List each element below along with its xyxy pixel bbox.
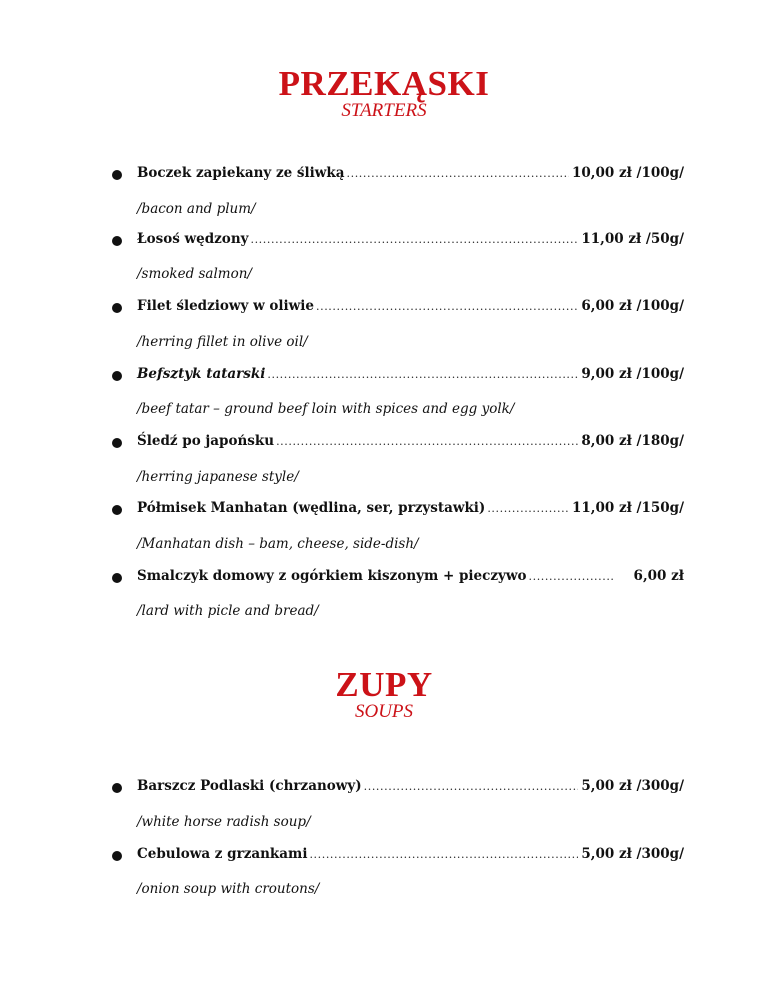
bullet-icon [112,573,122,583]
menu-item [112,778,684,798]
item-name: Łosoś wędzony [137,231,249,247]
bullet-icon [112,371,122,381]
bullet-icon [112,236,122,246]
menu-item [112,846,684,866]
item-name: Barszcz Podlaski (chrzanowy) [137,778,362,794]
menu-item [112,366,684,386]
menu-item [112,500,684,520]
menu-item [112,231,684,251]
section-subtitle-soups: SOUPS [354,701,414,722]
item-price: 9,00 zł /100g/ [581,366,684,382]
item-name: Befsztyk tatarski [137,366,266,382]
item-description: /white horse radish soup/ [137,814,311,830]
section-title-soups: ZUPY [335,665,433,704]
dot-leader [276,435,578,448]
menu-item [112,165,684,185]
menu-item [112,298,684,318]
dot-leader [487,502,569,515]
dot-leader [316,300,578,313]
item-name: Boczek zapiekany ze śliwką [137,165,345,181]
dot-leader [250,233,578,246]
item-price: 5,00 zł /300g/ [581,778,684,794]
item-name: Smalczyk domowy z ogórkiem kiszonym + pieczywo [137,568,527,584]
section-subtitle-starters: STARTERS [341,100,427,121]
dot-leader [267,368,578,381]
item-name: Cebulowa z grzankami [137,846,308,862]
item-price: 10,00 zł /100g/ [571,165,684,181]
item-name: Półmisek Manhatan (wędlina, ser, przystawki) [137,500,486,516]
item-price: 6,00 zł /100g/ [581,298,684,314]
menu-item [112,568,684,588]
bullet-icon [112,505,122,515]
dot-leader [364,780,579,793]
dot-leader [309,848,578,861]
item-price: 5,00 zł /300g/ [581,846,684,862]
item-description: /onion soup with croutons/ [137,881,320,897]
item-description: /smoked salmon/ [137,266,252,282]
dot-leader [347,167,569,180]
item-name: Śledź po japońsku [137,433,275,449]
bullet-icon [112,170,122,180]
item-description: /herring japanese style/ [137,469,299,485]
item-description: /beef tatar – ground beef loin with spices and egg yolk/ [137,401,515,417]
dot-leader [529,570,614,583]
item-price: 8,00 zł /180g/ [581,433,684,449]
item-description: /lard with picle and bread/ [137,603,319,619]
item-description: /bacon and plum/ [137,201,256,217]
item-price: 11,00 zł /50g/ [581,231,684,247]
section-title-starters: PRZEKĄSKI [278,64,490,103]
item-description: /herring fillet in olive oil/ [137,334,308,350]
item-description: /Manhatan dish – bam, cheese, side-dish/ [137,536,419,552]
bullet-icon [112,303,122,313]
menu-item [112,433,684,453]
bullet-icon [112,783,122,793]
item-name: Filet śledziowy w oliwie [137,298,315,314]
item-price: 11,00 zł /150g/ [571,500,684,516]
item-price: 6,00 zł [633,568,684,584]
bullet-icon [112,851,122,861]
bullet-icon [112,438,122,448]
